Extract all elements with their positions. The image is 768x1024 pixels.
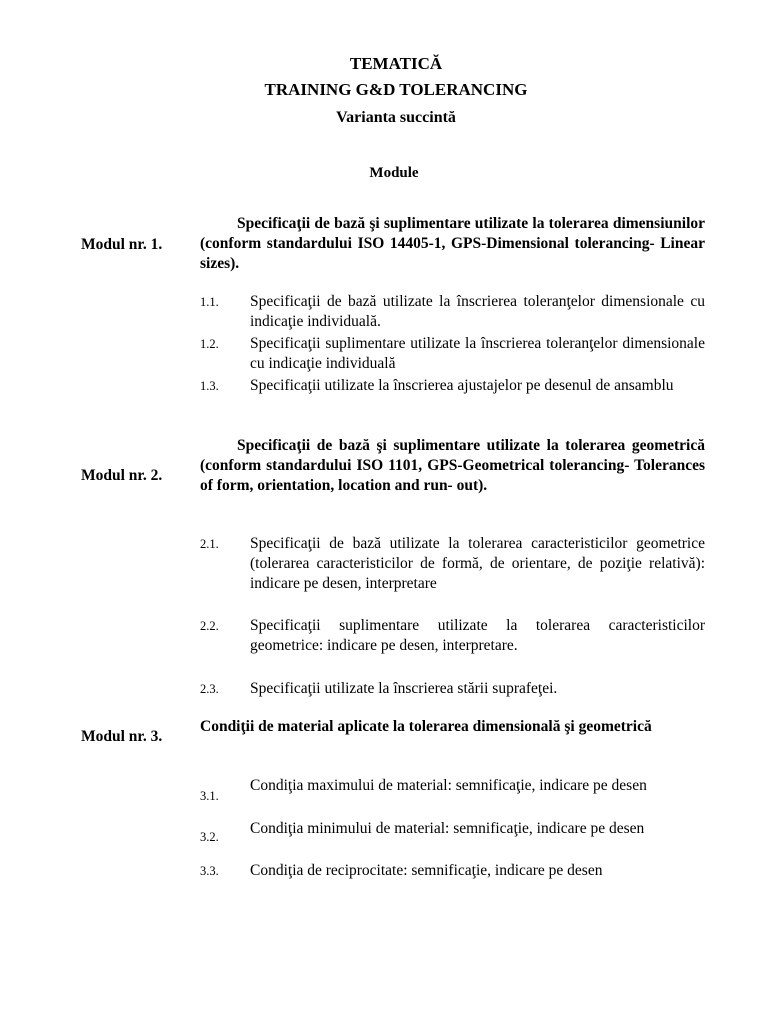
- module-title: Specificaţii de bază şi suplimentare utilizate la tolerarea geometrică (conform standardului ISO 1101, GPS-Geometrical tolerancing- Tolerances of form, orientation, location and run- out).: [200, 437, 705, 494]
- item-text: Specificaţii suplimentare utilizate la înscrierea toleranţelor dimensionale cu indicaţie individuală: [250, 335, 705, 372]
- item-number: 3.1.: [200, 789, 219, 803]
- item-number: 3.2.: [200, 830, 219, 844]
- list-item: [200, 679, 705, 699]
- list-item: [200, 292, 705, 332]
- list-item: [200, 616, 705, 656]
- list-item: [200, 861, 705, 881]
- document-variant: Varianta succintă: [336, 109, 456, 126]
- item-text: Condiţia maximului de material: semnificaţie, indicare pe desen: [250, 777, 647, 794]
- item-text: Specificaţii utilizate la înscrierea ajustajelor pe desenul de ansamblu: [250, 377, 674, 394]
- item-text: Specificaţii suplimentare utilizate la tolerarea caracteristicilor geometrice: indicare pe desen, interpretare.: [250, 617, 705, 654]
- module-title: Condiţii de material aplicate la tolerarea dimensională şi geometrică: [200, 718, 652, 735]
- list-item: [200, 819, 705, 844]
- list-item: [200, 334, 705, 374]
- modules-heading: Module: [369, 165, 419, 181]
- document-title: TEMATICĂ: [349, 54, 443, 73]
- item-text: Condiţia minimului de material: semnificaţie, indicare pe desen: [250, 820, 645, 837]
- module-title: Specificaţii de bază şi suplimentare utilizate la tolerarea dimensiunilor (conform standardului ISO 14405-1, GPS-Dimensional tolerancing- Linear sizes).: [200, 215, 705, 272]
- item-number: 1.3.: [200, 379, 219, 393]
- item-text: Specificaţii utilizate la înscrierea stării suprafeţei.: [250, 680, 558, 697]
- module-label: Modul nr. 1.: [81, 236, 163, 253]
- document-subtitle: TRAINING G&D TOLERANCING: [264, 80, 528, 99]
- item-text: Specificaţii de bază utilizate la înscrierea toleranţelor dimensionale cu indicaţie individuală.: [250, 293, 705, 330]
- list-item: [200, 534, 705, 594]
- item-text: Condiţia de reciprocitate: semnificaţie, indicare pe desen: [250, 862, 603, 879]
- item-number: 3.3.: [200, 864, 219, 878]
- list-item: [200, 776, 705, 803]
- item-number: 2.1.: [200, 537, 219, 551]
- item-number: 2.3.: [200, 682, 219, 696]
- module-label: Modul nr. 2.: [81, 467, 163, 484]
- list-item: [200, 376, 705, 396]
- item-number: 1.2.: [200, 337, 219, 351]
- item-number: 2.2.: [200, 619, 219, 633]
- item-text: Specificaţii de bază utilizate la tolerarea caracteristicilor geometrice (tolerarea caracteristicilor de formă, de orientare, de poziţie relativă): indicare pe desen, interpretare: [250, 535, 705, 592]
- module-label: Modul nr. 3.: [81, 728, 163, 745]
- item-number: 1.1.: [200, 295, 219, 309]
